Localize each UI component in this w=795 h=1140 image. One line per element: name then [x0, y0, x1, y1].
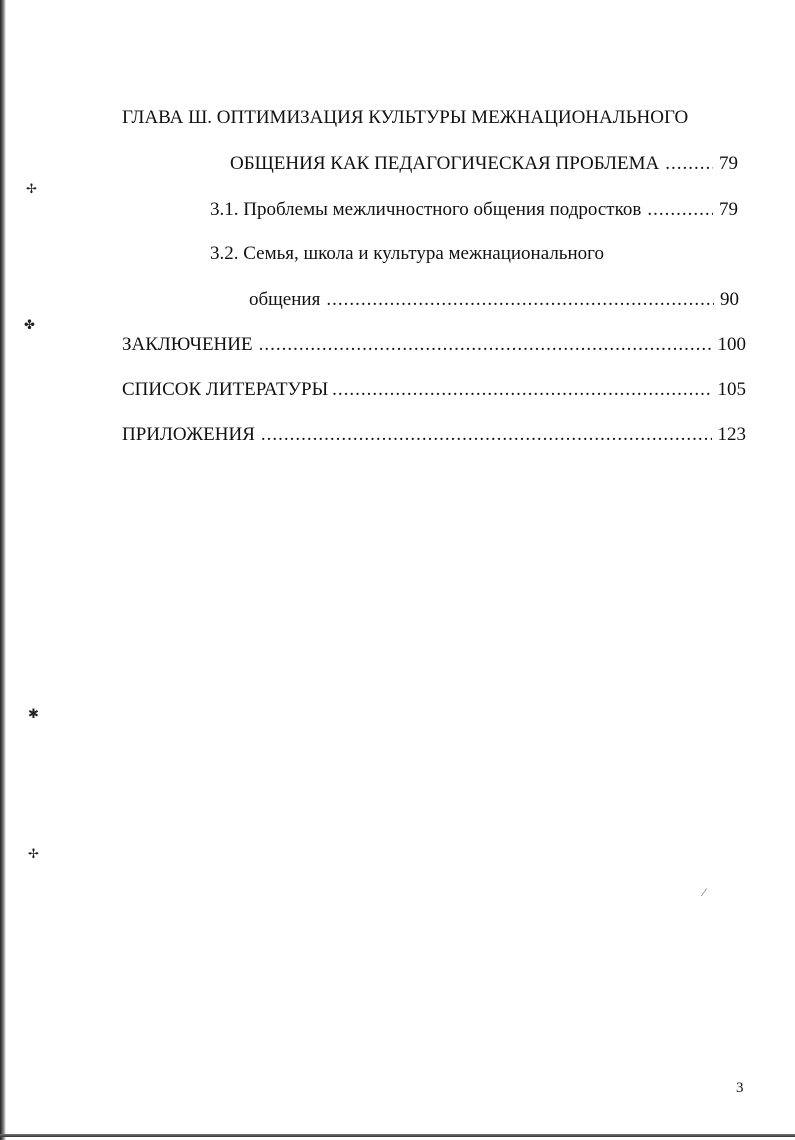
dot-leader: [259, 333, 712, 357]
binder-edge: [0, 0, 6, 1140]
toc-appendices-title: ПРИЛОЖЕНИЯ: [122, 424, 255, 445]
toc-entry-chapter3: [230, 152, 738, 176]
dot-leader: [261, 423, 712, 447]
toc-section32-title-line2: общения: [249, 289, 321, 310]
dot-leader: [647, 198, 713, 222]
toc-section31-page: 79: [719, 199, 738, 220]
toc-references-title: СПИСОК ЛИТЕРАТУРЫ: [122, 379, 329, 400]
toc-references-page: 105: [717, 379, 746, 400]
toc-entry-section32: [249, 288, 739, 312]
toc-conclusion-page: 100: [717, 334, 746, 355]
scan-speck: ✱: [28, 706, 39, 721]
dot-leader: [665, 152, 713, 176]
page-number: 3: [736, 1080, 744, 1096]
page-bottom-edge: [0, 1134, 795, 1137]
dot-leader: [326, 288, 714, 312]
toc-chapter3-title-line1: ГЛАВА Ш. ОПТИМИЗАЦИЯ КУЛЬТУРЫ МЕЖНАЦИОНАЛЬНОГО: [122, 107, 689, 128]
scan-mark: ⁄: [703, 885, 706, 899]
toc-section32-page: 90: [720, 289, 739, 310]
toc-chapter3-page: 79: [719, 153, 738, 174]
scan-speck: ✤: [24, 317, 35, 332]
toc-entry-conclusion: [122, 333, 746, 357]
toc-entry-section31: [210, 198, 738, 222]
toc-conclusion-title: ЗАКЛЮЧЕНИЕ: [122, 334, 253, 355]
dot-leader: [332, 378, 711, 402]
scan-speck: ✢: [28, 846, 39, 861]
scan-speck: ✢: [26, 181, 37, 196]
toc-section32-title-line1: 3.2. Семья, школа и культура межнационального: [210, 243, 604, 264]
toc-appendices-page: 123: [717, 424, 746, 445]
toc-section31-title: 3.1. Проблемы межличностного общения подростков: [210, 199, 642, 220]
toc-entry-references: [122, 378, 746, 402]
toc-chapter3-title-line2: ОБЩЕНИЯ КАК ПЕДАГОГИЧЕСКАЯ ПРОБЛЕМА: [230, 153, 660, 174]
toc-entry-appendices: [122, 423, 746, 447]
